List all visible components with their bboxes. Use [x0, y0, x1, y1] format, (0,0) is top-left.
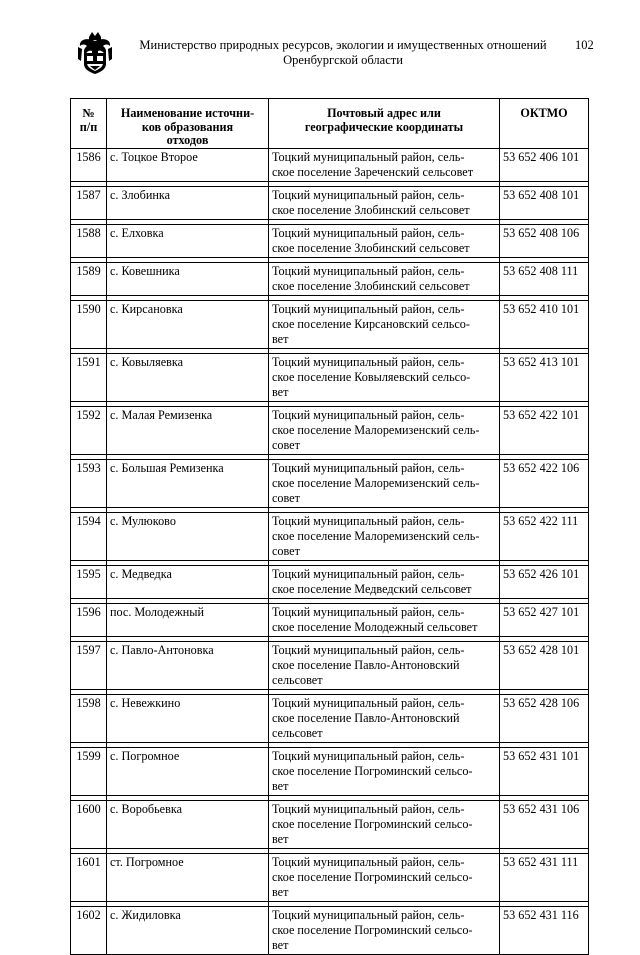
- source-name: с. Павло-Антоновка: [107, 642, 269, 690]
- address-line: Тоцкий муниципальный район, сель-: [272, 408, 465, 422]
- address-line: Тоцкий муниципальный район, сель-: [272, 302, 465, 316]
- address-line: совет: [272, 438, 300, 452]
- postal-address: [269, 354, 500, 402]
- postal-address: [269, 513, 500, 561]
- postal-address: [269, 407, 500, 455]
- row-number: 1590: [71, 301, 107, 349]
- postal-address: [269, 748, 500, 796]
- address-line: Тоцкий муниципальный район, сель-: [272, 908, 465, 922]
- table-row: [71, 642, 589, 690]
- oktmo-code: 53 652 426 101: [500, 566, 589, 599]
- table-row: [71, 907, 589, 955]
- table-row: [71, 407, 589, 455]
- row-number: 1600: [71, 801, 107, 849]
- address-line: ское поселение Злобинский сельсовет: [272, 241, 470, 255]
- table-row: [71, 225, 589, 258]
- table-row: [71, 354, 589, 402]
- source-name: с. Большая Ремизенка: [107, 460, 269, 508]
- row-number: 1602: [71, 907, 107, 955]
- oktmo-code: 53 652 431 111: [500, 854, 589, 902]
- row-number: 1601: [71, 854, 107, 902]
- source-name: с. Жидиловка: [107, 907, 269, 955]
- column-header-oktmo: ОКТМО: [500, 99, 589, 149]
- address-line: Тоцкий муниципальный район, сель-: [272, 355, 465, 369]
- address-line: Тоцкий муниципальный район, сель-: [272, 150, 465, 164]
- source-name: с. Воробьевка: [107, 801, 269, 849]
- page-number: 102: [575, 38, 594, 52]
- source-name: с. Погромное: [107, 748, 269, 796]
- postal-address: [269, 566, 500, 599]
- oktmo-code: 53 652 408 101: [500, 187, 589, 220]
- address-line: Тоцкий муниципальный район, сель-: [272, 855, 465, 869]
- orenburg-coat-of-arms-icon: [76, 31, 114, 75]
- address-line: вет: [272, 385, 289, 399]
- address-line: вет: [272, 779, 289, 793]
- address-line: Тоцкий муниципальный район, сель-: [272, 514, 465, 528]
- address-line: Тоцкий муниципальный район, сель-: [272, 264, 465, 278]
- address-line: совет: [272, 544, 300, 558]
- ministry-header: [118, 38, 568, 68]
- source-name: с. Елховка: [107, 225, 269, 258]
- oktmo-code: 53 652 410 101: [500, 301, 589, 349]
- row-number: 1589: [71, 263, 107, 296]
- postal-address: [269, 854, 500, 902]
- source-name: пос. Молодежный: [107, 604, 269, 637]
- address-line: ское поселение Кирсановский сельсо-: [272, 317, 470, 331]
- oktmo-code: 53 652 413 101: [500, 354, 589, 402]
- row-number: 1594: [71, 513, 107, 561]
- table-row: [71, 604, 589, 637]
- source-name: с. Мулюково: [107, 513, 269, 561]
- waste-sources-table: [70, 98, 589, 955]
- postal-address: [269, 695, 500, 743]
- row-number: 1599: [71, 748, 107, 796]
- source-name: с. Ковыляевка: [107, 354, 269, 402]
- row-number: 1591: [71, 354, 107, 402]
- oktmo-code: 53 652 428 101: [500, 642, 589, 690]
- address-line: ское поселение Павло-Антоновский: [272, 711, 460, 725]
- row-number: 1588: [71, 225, 107, 258]
- table-row: [71, 513, 589, 561]
- address-line: Тоцкий муниципальный район, сель-: [272, 605, 465, 619]
- row-number: 1592: [71, 407, 107, 455]
- postal-address: [269, 801, 500, 849]
- table-row: [71, 187, 589, 220]
- column-header-address: Почтовый адрес или географические координаты: [269, 99, 500, 149]
- address-line: совет: [272, 491, 300, 505]
- address-line: ское поселение Зареченский сельсовет: [272, 165, 474, 179]
- row-number: 1597: [71, 642, 107, 690]
- postal-address: [269, 907, 500, 955]
- oktmo-code: 53 652 422 101: [500, 407, 589, 455]
- table-row: [71, 460, 589, 508]
- ministry-name-line-1: Министерство природных ресурсов, экологии и имущественных отношений: [139, 38, 547, 52]
- table-row: [71, 263, 589, 296]
- postal-address: [269, 149, 500, 182]
- address-line: ское поселение Злобинский сельсовет: [272, 279, 470, 293]
- table-row: [71, 695, 589, 743]
- address-line: ское поселение Павло-Антоновский: [272, 658, 460, 672]
- address-line: сельсовет: [272, 673, 323, 687]
- address-line: Тоцкий муниципальный район, сель-: [272, 749, 465, 763]
- postal-address: [269, 263, 500, 296]
- postal-address: [269, 642, 500, 690]
- address-line: сельсовет: [272, 726, 323, 740]
- address-line: вет: [272, 885, 289, 899]
- address-line: ское поселение Ковыляевский сельсо-: [272, 370, 471, 384]
- row-number: 1586: [71, 149, 107, 182]
- address-line: Тоцкий муниципальный район, сель-: [272, 802, 465, 816]
- oktmo-code: 53 652 431 101: [500, 748, 589, 796]
- address-line: вет: [272, 832, 289, 846]
- postal-address: [269, 225, 500, 258]
- address-line: ское поселение Злобинский сельсовет: [272, 203, 470, 217]
- oktmo-code: 53 652 431 106: [500, 801, 589, 849]
- column-header-name: Наименование источни- ков образования отходов: [107, 99, 269, 149]
- oktmo-code: 53 652 431 116: [500, 907, 589, 955]
- address-line: ское поселение Погроминский сельсо-: [272, 817, 473, 831]
- address-line: ское поселение Малоремизенский сель-: [272, 423, 480, 437]
- table-row: [71, 748, 589, 796]
- address-line: ское поселение Погроминский сельсо-: [272, 923, 473, 937]
- source-name: ст. Погромное: [107, 854, 269, 902]
- source-name: с. Кирсановка: [107, 301, 269, 349]
- oktmo-code: 53 652 422 111: [500, 513, 589, 561]
- address-line: ское поселение Погроминский сельсо-: [272, 764, 473, 778]
- table-row: [71, 149, 589, 182]
- column-header-num: № п/п: [71, 99, 107, 149]
- address-line: Тоцкий муниципальный район, сель-: [272, 188, 465, 202]
- table-row: [71, 801, 589, 849]
- address-line: вет: [272, 332, 289, 346]
- oktmo-code: 53 652 406 101: [500, 149, 589, 182]
- address-line: Тоцкий муниципальный район, сель-: [272, 643, 465, 657]
- source-name: с. Тоцкое Второе: [107, 149, 269, 182]
- source-name: с. Медведка: [107, 566, 269, 599]
- oktmo-code: 53 652 422 106: [500, 460, 589, 508]
- row-number: 1587: [71, 187, 107, 220]
- row-number: 1593: [71, 460, 107, 508]
- postal-address: [269, 460, 500, 508]
- postal-address: [269, 187, 500, 220]
- table-row: [71, 854, 589, 902]
- oktmo-code: 53 652 408 111: [500, 263, 589, 296]
- table-header-row: [71, 99, 589, 149]
- postal-address: [269, 301, 500, 349]
- ministry-name-line-2: Оренбургской области: [283, 53, 403, 67]
- source-name: с. Невежкино: [107, 695, 269, 743]
- source-name: с. Злобинка: [107, 187, 269, 220]
- address-line: ское поселение Погроминский сельсо-: [272, 870, 473, 884]
- address-line: вет: [272, 938, 289, 952]
- postal-address: [269, 604, 500, 637]
- row-number: 1596: [71, 604, 107, 637]
- table-row: [71, 566, 589, 599]
- table-row: [71, 301, 589, 349]
- oktmo-code: 53 652 428 106: [500, 695, 589, 743]
- source-name: с. Ковешника: [107, 263, 269, 296]
- address-line: ское поселение Молодежный сельсовет: [272, 620, 478, 634]
- oktmo-code: 53 652 408 106: [500, 225, 589, 258]
- row-number: 1595: [71, 566, 107, 599]
- address-line: ское поселение Медведский сельсовет: [272, 582, 472, 596]
- address-line: ское поселение Малоремизенский сель-: [272, 529, 480, 543]
- address-line: Тоцкий муниципальный район, сель-: [272, 567, 465, 581]
- address-line: ское поселение Малоремизенский сель-: [272, 476, 480, 490]
- address-line: Тоцкий муниципальный район, сель-: [272, 461, 465, 475]
- row-number: 1598: [71, 695, 107, 743]
- source-name: с. Малая Ремизенка: [107, 407, 269, 455]
- address-line: Тоцкий муниципальный район, сель-: [272, 696, 465, 710]
- oktmo-code: 53 652 427 101: [500, 604, 589, 637]
- address-line: Тоцкий муниципальный район, сель-: [272, 226, 465, 240]
